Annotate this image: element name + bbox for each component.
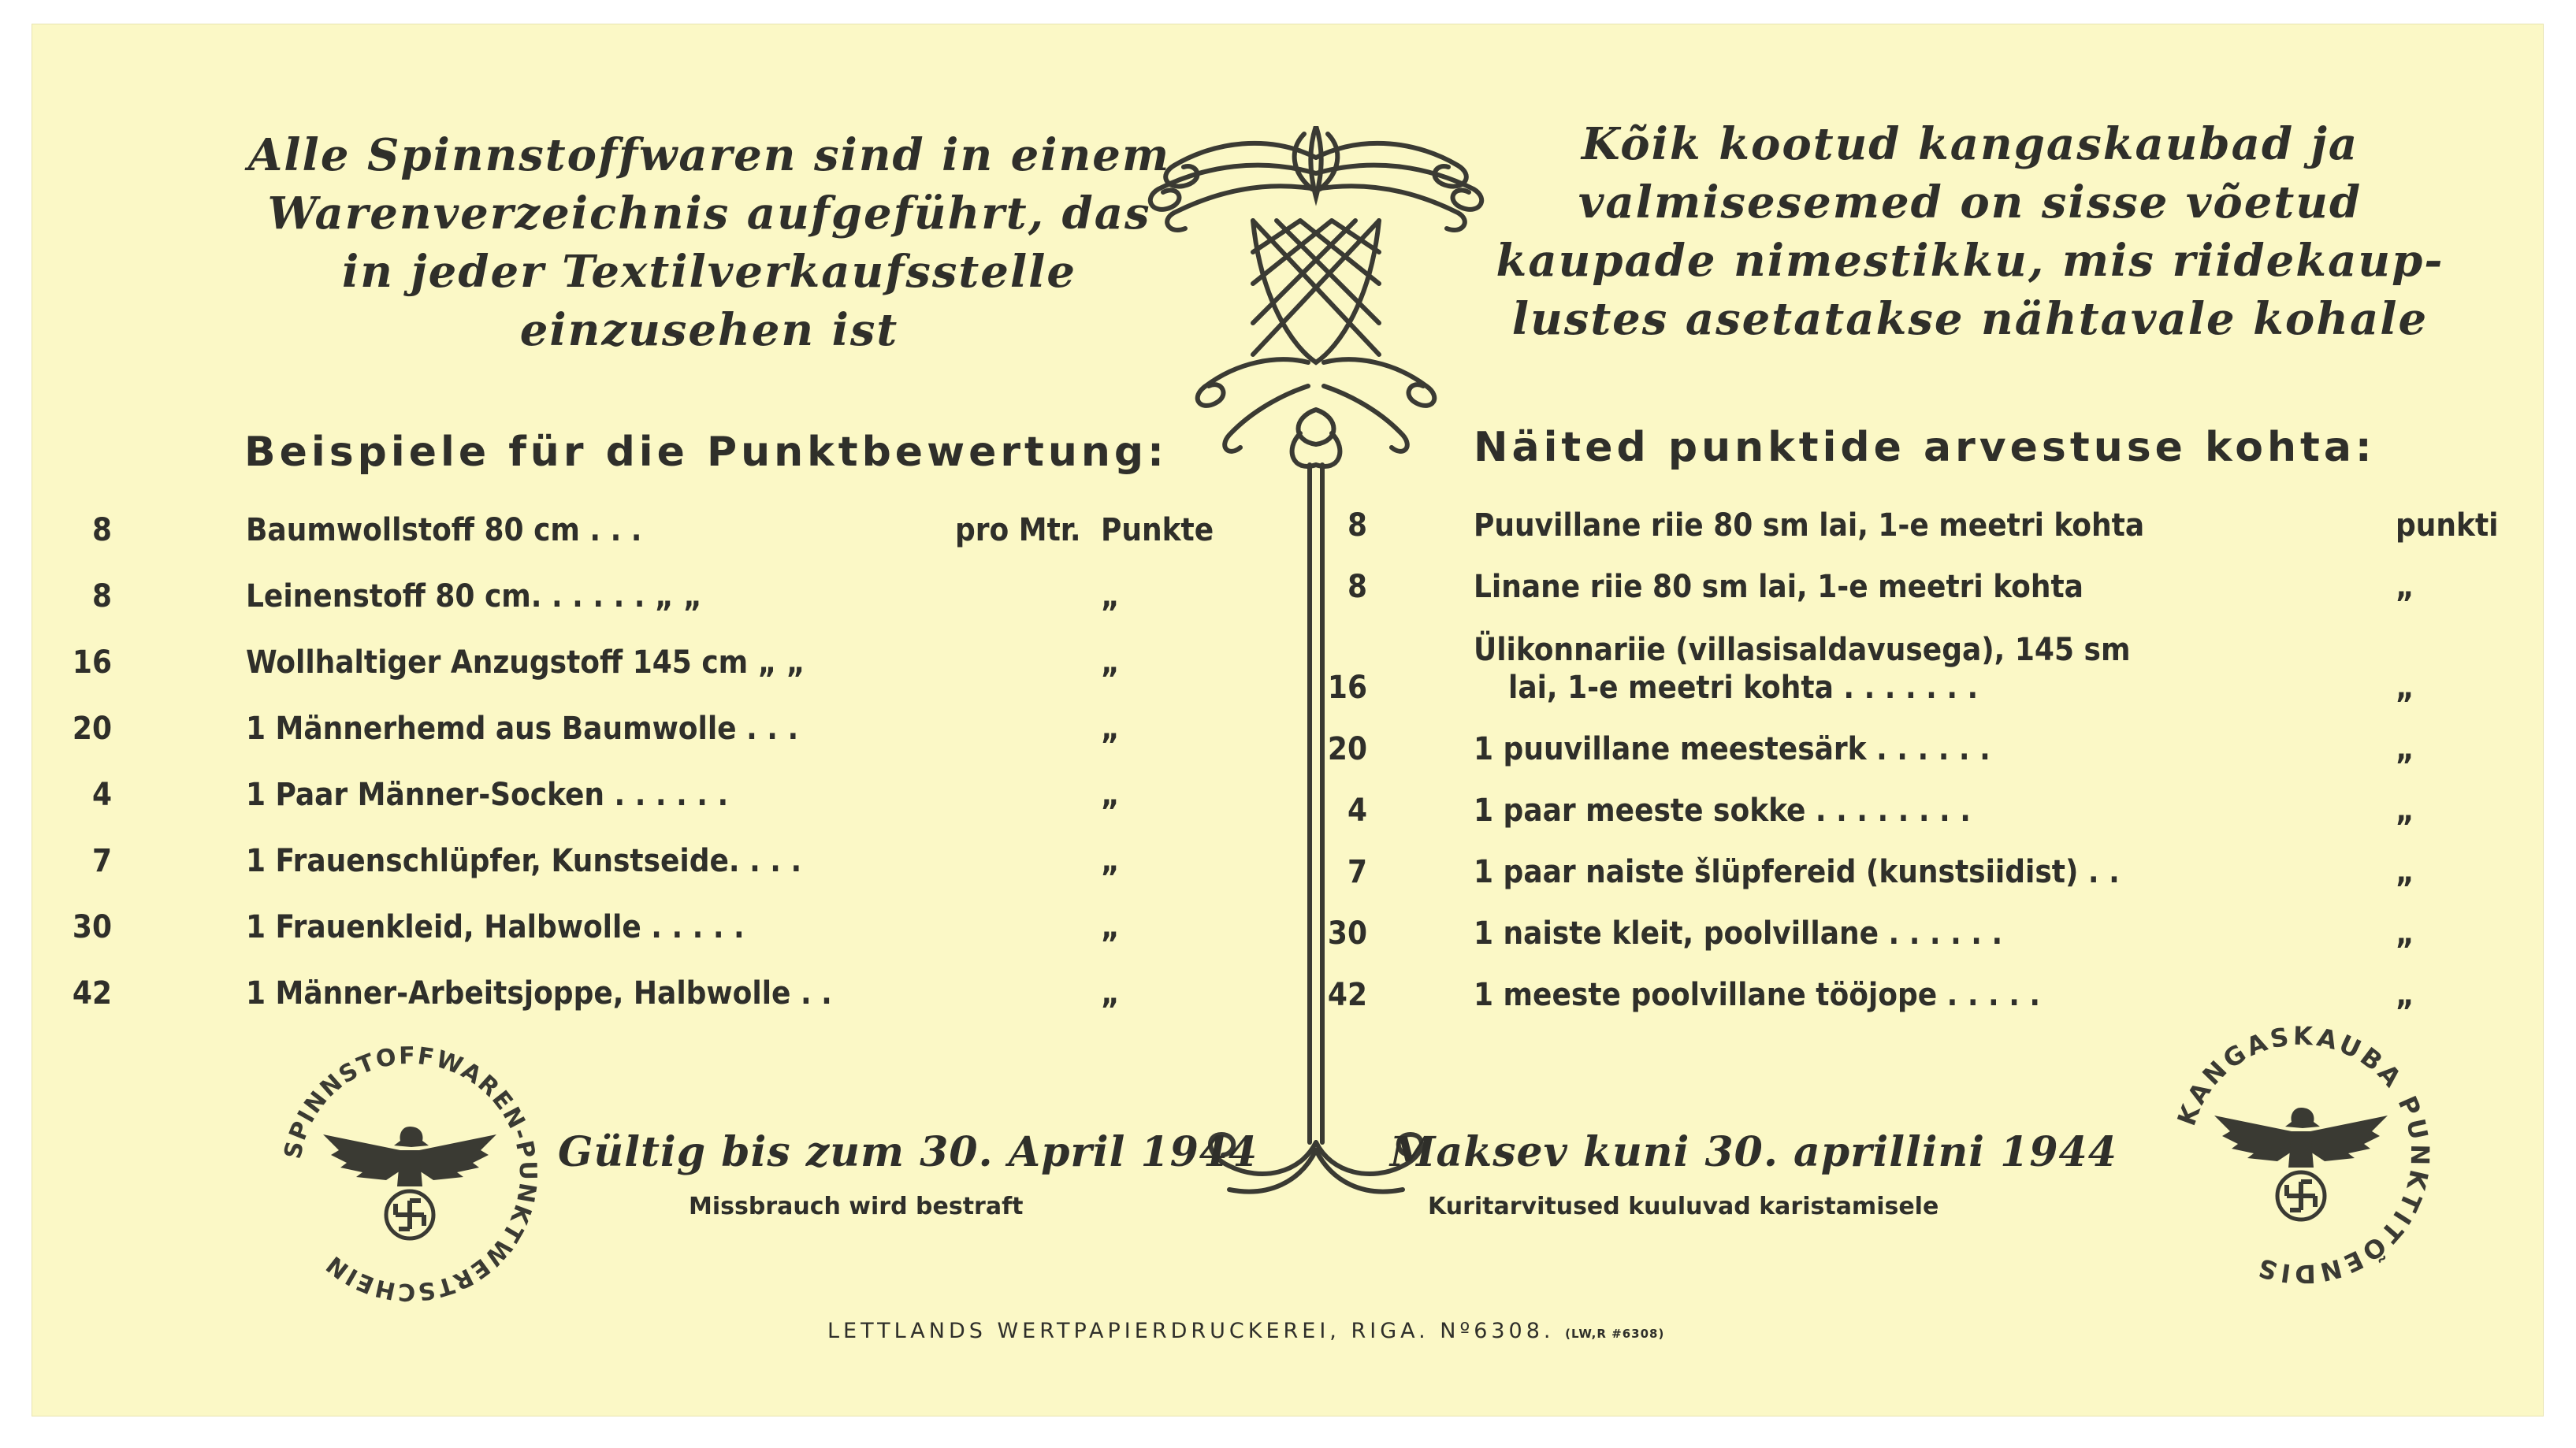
intro-text-german bbox=[221, 126, 1198, 359]
swastika-icon bbox=[386, 1191, 433, 1238]
item-unit: „ bbox=[2396, 731, 2414, 767]
item-label: 1 Paar Männer-Socken . . . . . . bbox=[246, 777, 729, 813]
points-table-german bbox=[72, 512, 1223, 1032]
central-ornament bbox=[1143, 126, 1489, 1245]
intro-line: valmisesemed on sisse võetud bbox=[1578, 176, 2362, 228]
item-unit: „ bbox=[1101, 711, 1120, 747]
item-label: Linane riie 80 sm lai, 1-e meetri kohta bbox=[1474, 569, 2083, 605]
item-label-continued: lai, 1-e meetri kohta . . . . . . . bbox=[1508, 670, 1979, 706]
item-points: 8 bbox=[91, 578, 112, 614]
item-points: 8 bbox=[1347, 569, 1367, 605]
item-label: 1 paar meeste sokke . . . . . . . . bbox=[1474, 793, 1971, 829]
points-table-estonian bbox=[1327, 507, 2499, 1027]
item-unit: „ bbox=[1101, 777, 1120, 813]
item-label: Leinenstoff 80 cm. . . . . . „ „ bbox=[246, 578, 702, 614]
validity-german: Gültig bis zum 30. April 1944 bbox=[558, 1128, 1258, 1176]
svg-text:SPINNSTOFFWAREN-PUNKTWERTSCHEI: SPINNSTOFFWAREN-PUNKTWERTSCHEIN bbox=[279, 1041, 542, 1306]
item-points: 30 bbox=[1327, 915, 1367, 952]
item-points: 8 bbox=[91, 512, 112, 548]
item-label: 1 Frauenkleid, Halbwolle . . . . . bbox=[246, 909, 745, 945]
item-label: 1 Männer-Arbeitsjoppe, Halbwolle . . bbox=[246, 975, 832, 1012]
item-label: 1 puuvillane meestesärk . . . . . . bbox=[1474, 731, 1991, 767]
item-points: 7 bbox=[1347, 854, 1367, 890]
item-points: 20 bbox=[72, 711, 112, 747]
item-unit: „ bbox=[2396, 915, 2414, 952]
printer-code: (LW,R #6308) bbox=[1565, 1327, 1665, 1341]
intro-text-estonian bbox=[1474, 115, 2466, 348]
item-unit: punkti bbox=[2396, 507, 2499, 544]
swastika-icon bbox=[2277, 1172, 2325, 1220]
coupon-sheet bbox=[32, 24, 2544, 1416]
intro-line: Warenverzeichnis aufgeführt, das bbox=[267, 187, 1151, 239]
intro-line: Alle Spinnstoffwaren sind in einem bbox=[247, 129, 1171, 181]
item-points: 7 bbox=[91, 843, 112, 879]
intro-line: Kõik kootud kangaskaubad ja bbox=[1581, 118, 2359, 170]
intro-line: in jeder Textilverkaufsstelle bbox=[341, 246, 1077, 298]
item-unit: „ bbox=[2396, 793, 2414, 829]
item-label: 1 naiste kleit, poolvillane . . . . . . bbox=[1474, 915, 2003, 952]
item-unit: „ bbox=[1101, 644, 1120, 681]
stamp-estonian bbox=[2159, 1013, 2443, 1297]
item-unit: „ bbox=[2396, 569, 2414, 605]
item-per-metre: pro Mtr. bbox=[955, 512, 1081, 548]
stamp-german bbox=[268, 1032, 552, 1316]
item-unit: „ bbox=[1101, 975, 1120, 1012]
item-label: Wollhaltiger Anzugstoff 145 cm „ „ bbox=[246, 644, 805, 681]
item-points: 4 bbox=[1347, 793, 1367, 829]
item-label: Ülikonnariie (villasisaldavusega), 145 sm bbox=[1474, 632, 2131, 668]
item-label: 1 Frauenschlüpfer, Kunstseide. . . . bbox=[246, 843, 802, 879]
item-unit: „ bbox=[2396, 670, 2414, 706]
item-points: 30 bbox=[72, 909, 112, 945]
item-label: Puuvillane riie 80 sm lai, 1-e meetri kohta bbox=[1474, 507, 2145, 544]
item-unit: „ bbox=[1101, 843, 1120, 879]
item-points: 4 bbox=[91, 777, 112, 813]
intro-line: lustes asetatakse nähtavale kohale bbox=[1511, 293, 2429, 345]
heading-estonian: Näited punktide arvestuse kohta: bbox=[1474, 424, 2376, 471]
item-unit: „ bbox=[2396, 977, 2414, 1013]
eagle-icon bbox=[2214, 1108, 2388, 1168]
item-points: 16 bbox=[72, 644, 112, 681]
item-points: 20 bbox=[1327, 731, 1367, 767]
intro-line: kaupade nimestikku, mis riidekaup- bbox=[1496, 235, 2444, 287]
warning-german: Missbrauch wird bestraft bbox=[689, 1193, 1024, 1220]
item-points: 42 bbox=[1327, 977, 1367, 1013]
item-points: 42 bbox=[72, 975, 112, 1012]
heading-german: Beispiele für die Punktbewertung: bbox=[244, 429, 1168, 476]
eagle-icon bbox=[323, 1127, 496, 1186]
item-unit: „ bbox=[1101, 578, 1120, 614]
item-label: 1 paar naiste šlüpfereid (kunstsiidist) . . bbox=[1474, 854, 2120, 890]
intro-line: einzusehen ist bbox=[519, 304, 899, 356]
printer-imprint bbox=[827, 1319, 1664, 1343]
svg-text:KANGASKAUBA PUNKTITÕENDIS: KANGASKAUBA PUNKTITÕENDIS bbox=[2171, 1020, 2436, 1290]
printer-name: LETTLANDS WERTPAPIERDRUCKEREI, RIGA. Nº6308. bbox=[827, 1319, 1555, 1343]
item-points: 16 bbox=[1327, 670, 1367, 706]
item-label: Baumwollstoff 80 cm . . . bbox=[246, 512, 642, 548]
item-label: 1 Männerhemd aus Baumwolle . . . bbox=[246, 711, 799, 747]
item-points: 8 bbox=[1347, 507, 1367, 544]
item-label: 1 meeste poolvillane tööjope . . . . . bbox=[1474, 977, 2041, 1013]
item-unit: „ bbox=[2396, 854, 2414, 890]
item-unit: „ bbox=[1101, 909, 1120, 945]
validity-estonian: Maksev kuni 30. aprillini 1944 bbox=[1390, 1128, 2117, 1176]
item-unit: Punkte bbox=[1101, 512, 1214, 548]
warning-estonian: Kuritarvitused kuuluvad karistamisele bbox=[1428, 1193, 1939, 1220]
